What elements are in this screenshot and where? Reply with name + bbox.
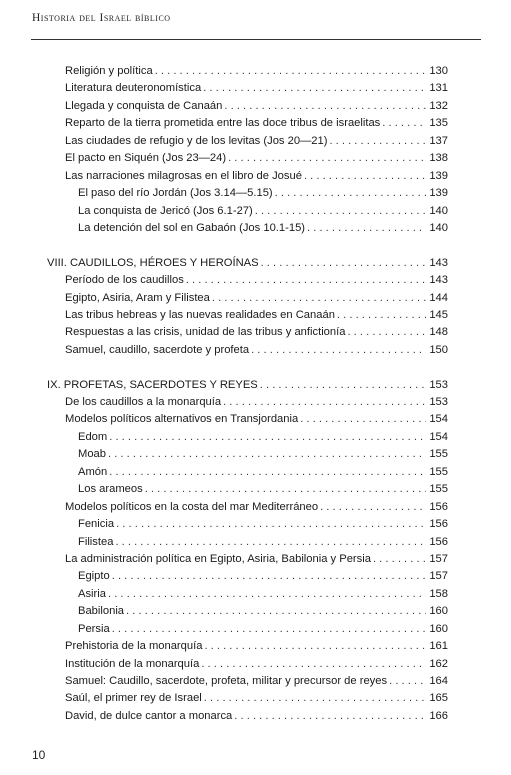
- dot-leader: [108, 446, 426, 463]
- dot-leader: [234, 708, 426, 725]
- toc-entry[interactable]: [47, 150, 448, 167]
- header-rule: [31, 39, 481, 40]
- toc-entry-page: 164: [429, 675, 448, 688]
- toc-entry[interactable]: [47, 690, 448, 707]
- toc-entry-page: 156: [429, 535, 448, 548]
- toc-entry[interactable]: [47, 185, 448, 202]
- toc-entry-title: Moab: [78, 448, 106, 461]
- toc-entry-page: 148: [429, 326, 448, 339]
- toc-entry-page: 132: [429, 99, 448, 112]
- toc-entry[interactable]: [47, 638, 448, 655]
- toc-entry[interactable]: [47, 411, 448, 428]
- toc-entry-title: Literatura deuteronomística: [65, 82, 202, 95]
- toc-entry-page: 160: [429, 622, 448, 635]
- toc-entry[interactable]: [47, 673, 448, 690]
- toc-entry-title: Modelos políticos alternativos en Transjordania: [65, 413, 299, 426]
- toc-entry[interactable]: [47, 98, 448, 115]
- toc-entry-page: 143: [429, 274, 448, 287]
- toc-entry[interactable]: [47, 656, 448, 673]
- toc-entry-page: 145: [429, 308, 448, 321]
- toc-entry-title: Samuel, caudillo, sacerdote y profeta: [65, 343, 250, 356]
- toc-chapter-entry[interactable]: [47, 377, 448, 394]
- toc-entry-title: Filistea: [78, 535, 114, 548]
- toc-entry-page: 138: [429, 152, 448, 165]
- toc-entry-page: 160: [429, 605, 448, 618]
- toc-entry-page: 143: [429, 256, 448, 269]
- toc-entry-page: 154: [429, 413, 448, 426]
- toc-entry[interactable]: [47, 80, 448, 97]
- toc-entry-title: Samuel: Caudillo, sacerdote, profeta, militar y precursor de reyes: [65, 675, 388, 688]
- dot-leader: [304, 168, 426, 185]
- toc-entry-title: IX. PROFETAS, SACERDOTES Y REYES: [47, 378, 258, 391]
- toc-entry-title: Los arameos: [78, 483, 143, 496]
- table-of-contents: [47, 63, 448, 725]
- toc-entry[interactable]: [47, 168, 448, 185]
- dot-leader: [382, 115, 426, 132]
- toc-entry[interactable]: [47, 307, 448, 324]
- running-header: Historia del Israel bíblico: [32, 12, 171, 24]
- dot-leader: [228, 150, 426, 167]
- toc-entry[interactable]: [47, 708, 448, 725]
- toc-entry[interactable]: [47, 133, 448, 150]
- toc-entry-page: 144: [429, 291, 448, 304]
- toc-entry-title: Babilonia: [78, 605, 125, 618]
- toc-entry-page: 165: [429, 692, 448, 705]
- dot-leader: [201, 656, 426, 673]
- toc-entry-page: 139: [429, 187, 448, 200]
- dot-leader: [320, 499, 426, 516]
- toc-entry-page: 158: [429, 587, 448, 600]
- toc-entry[interactable]: [47, 534, 448, 551]
- toc-entry[interactable]: [47, 272, 448, 289]
- toc-entry[interactable]: [47, 499, 448, 516]
- dot-leader: [300, 411, 426, 428]
- toc-entry-title: Egipto, Asiria, Aram y Filistea: [65, 291, 210, 304]
- dot-leader: [212, 290, 426, 307]
- section-gap: [47, 359, 448, 376]
- toc-entry-title: La administración política en Egipto, Asiria, Babilonia y Persia: [65, 552, 371, 565]
- dot-leader: [261, 255, 426, 272]
- toc-entry-title: Prehistoria de la monarquía: [65, 640, 203, 653]
- toc-entry-page: 157: [429, 570, 448, 583]
- toc-entry[interactable]: [47, 115, 448, 132]
- toc-entry-title: Las ciudades de refugio y de los levitas (Jos 20—21): [65, 134, 328, 147]
- dot-leader: [115, 534, 426, 551]
- toc-entry-title: La conquista de Jericó (Jos 6.1-27): [78, 204, 253, 217]
- toc-entry-page: 156: [429, 500, 448, 513]
- toc-entry[interactable]: [47, 324, 448, 341]
- toc-entry-title: Modelos políticos en la costa del mar Mediterráneo: [65, 500, 319, 513]
- dot-leader: [116, 516, 426, 533]
- toc-entry-page: 130: [429, 65, 448, 77]
- toc-entry-page: 139: [429, 169, 448, 182]
- dot-leader: [224, 98, 426, 115]
- toc-entry-title: Llegada y conquista de Canaán: [65, 99, 223, 112]
- dot-leader: [108, 586, 426, 603]
- toc-entry-title: Amón: [78, 465, 108, 478]
- toc-entry-page: 137: [429, 134, 448, 147]
- page-number: 10: [32, 748, 46, 762]
- toc-entry-page: 131: [429, 82, 448, 95]
- toc-entry-title: Reparto de la tierra prometida entre las doce tribus de israelitas: [65, 117, 381, 130]
- toc-entry-title: Las tribus hebreas y las nuevas realidades en Canaán: [65, 308, 335, 321]
- toc-entry-title: Período de los caudillos: [65, 274, 184, 287]
- dot-leader: [255, 203, 426, 220]
- dot-leader: [112, 568, 426, 585]
- toc-entry-page: 153: [429, 396, 448, 409]
- dot-leader: [329, 133, 426, 150]
- dot-leader: [307, 220, 426, 237]
- toc-entry-title: VIII. CAUDILLOS, HÉROES Y HEROÍNAS: [47, 256, 259, 269]
- toc-entry-page: 150: [429, 343, 448, 356]
- dot-leader: [260, 377, 426, 394]
- toc-entry[interactable]: [47, 481, 448, 498]
- toc-entry-title: Las narraciones milagrosas en el libro de Josué: [65, 169, 302, 182]
- toc-entry[interactable]: [47, 516, 448, 533]
- dot-leader: [204, 638, 426, 655]
- toc-entry-page: 155: [429, 465, 448, 478]
- dot-leader: [145, 481, 426, 498]
- toc-entry[interactable]: [47, 63, 448, 80]
- toc-entry-page: 155: [429, 448, 448, 461]
- toc-entry-title: Persia: [78, 622, 110, 635]
- toc-entry-page: 162: [429, 657, 448, 670]
- toc-entry-title: Saúl, el primer rey de Israel: [65, 692, 202, 705]
- toc-entry[interactable]: [47, 551, 448, 568]
- toc-entry[interactable]: [47, 342, 448, 359]
- toc-entry[interactable]: [47, 290, 448, 307]
- toc-entry-page: 135: [429, 117, 448, 130]
- dot-leader: [373, 551, 426, 568]
- toc-chapter-entry[interactable]: [47, 255, 448, 272]
- dot-leader: [109, 429, 426, 446]
- toc-entry[interactable]: [47, 446, 448, 463]
- toc-entry-title: Asiria: [78, 587, 106, 600]
- toc-entry[interactable]: [47, 394, 448, 411]
- toc-entry-page: 161: [429, 640, 448, 653]
- toc-entry-page: 140: [429, 221, 448, 234]
- toc-entry[interactable]: [47, 429, 448, 446]
- toc-entry-page: 154: [429, 430, 448, 443]
- toc-entry[interactable]: [47, 621, 448, 638]
- toc-entry[interactable]: [47, 203, 448, 220]
- toc-entry-title: Religión y política: [65, 65, 153, 77]
- dot-leader: [275, 185, 426, 202]
- dot-leader: [126, 603, 426, 620]
- dot-leader: [186, 272, 426, 289]
- toc-entry-title: El pacto en Siquén (Jos 23—24): [65, 152, 227, 165]
- dot-leader: [109, 464, 426, 481]
- toc-entry-page: 166: [429, 709, 448, 722]
- toc-entry[interactable]: [47, 220, 448, 237]
- toc-entry-title: Institución de la monarquía: [65, 657, 200, 670]
- toc-entry-page: 153: [429, 378, 448, 391]
- dot-leader: [389, 673, 426, 690]
- dot-leader: [155, 63, 426, 80]
- toc-entry-title: La detención del sol en Gabaón (Jos 10.1-15): [78, 221, 306, 234]
- toc-entry-title: David, de dulce cantor a monarca: [65, 709, 233, 722]
- dot-leader: [203, 80, 426, 97]
- toc-entry-title: Respuestas a las crisis, unidad de las tribus y anfictionía: [65, 326, 346, 339]
- dot-leader: [223, 394, 426, 411]
- dot-leader: [337, 307, 426, 324]
- toc-entry-page: 156: [429, 518, 448, 531]
- toc-entry-title: De los caudillos a la monarquía: [65, 396, 222, 409]
- dot-leader: [251, 342, 426, 359]
- toc-entry-page: 140: [429, 204, 448, 217]
- dot-leader: [112, 621, 426, 638]
- toc-entry[interactable]: [47, 568, 448, 585]
- toc-entry-page: 157: [429, 552, 448, 565]
- toc-entry-title: Edom: [78, 430, 108, 443]
- toc-entry-title: Fenicia: [78, 518, 115, 531]
- toc-entry-page: 155: [429, 483, 448, 496]
- toc-entry[interactable]: [47, 603, 448, 620]
- toc-entry-title: El paso del río Jordán (Jos 3.14—5.15): [78, 187, 273, 200]
- dot-leader: [204, 690, 426, 707]
- toc-entry[interactable]: [47, 586, 448, 603]
- dot-leader: [347, 324, 426, 341]
- toc-entry[interactable]: [47, 464, 448, 481]
- toc-entry-title: Egipto: [78, 570, 110, 583]
- section-gap: [47, 237, 448, 254]
